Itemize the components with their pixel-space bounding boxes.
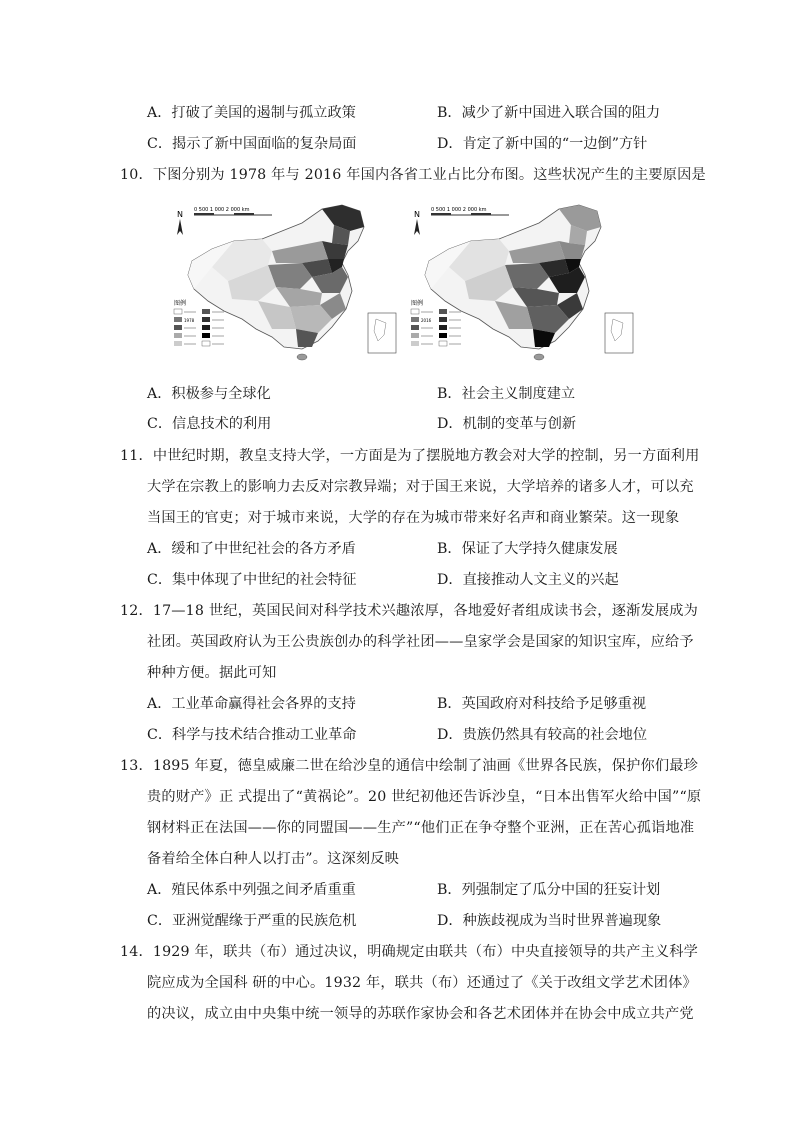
q11-option-c[interactable]: C．集中体现了中世纪的社会特征 xyxy=(147,572,357,588)
q11-option-b[interactable]: B．保证了大学持久健康发展 xyxy=(437,541,618,557)
q9-option-c[interactable]: C．揭示了新中国面临的复杂局面 xyxy=(147,136,357,152)
q9-option-a[interactable]: A．打破了美国的遏制与孤立政策 xyxy=(147,105,356,121)
q12-stem-line1: 12．17—18 世纪，英国民间对科学技术兴趣浓厚，各地爱好者组成读书会，逐渐发展成为 xyxy=(120,603,699,619)
q11-stem-line2: 大学在宗教上的影响力去反对宗教异端；对于国王来说，大学培养的诸多人才，可以充 xyxy=(147,479,694,495)
q12-option-b[interactable]: B．英国政府对科技给予足够重视 xyxy=(437,696,647,712)
q10-option-b[interactable]: B．社会主义制度建立 xyxy=(437,386,576,402)
north-arrow-icon xyxy=(414,219,420,235)
q13-stem-line2: 贵的财产》正 式提出了“黄祸论”。20 世纪初他还告诉沙皇，“日本出售军火给中国”“原 xyxy=(147,789,702,805)
q12-stem-line3: 种种方便。据此可知 xyxy=(147,665,277,681)
q9-option-b[interactable]: B．减少了新中国进入联合国的阻力 xyxy=(437,105,661,121)
north-arrow-icon xyxy=(177,219,183,235)
legend-year: 1978 xyxy=(184,318,195,323)
q9-option-d[interactable]: D．肯定了新中国的“一边倒”方针 xyxy=(437,136,648,152)
q10-option-a[interactable]: A．积极参与全球化 xyxy=(147,386,271,402)
q13-stem-line4: 备着给全体白种人以打击”。这深刻反映 xyxy=(147,851,400,867)
north-label: N xyxy=(414,210,420,219)
q13-option-b[interactable]: B．列强制定了瓜分中国的狂妄计划 xyxy=(437,882,661,898)
legend-title: 图例 xyxy=(174,300,187,307)
q13-stem-line1: 13．1895 年夏，德皇威廉二世在给沙皇的通信中绘制了油画《世界各民族，保护你们最珍 xyxy=(120,758,699,774)
q13-option-a[interactable]: A．殖民体系中列强之间矛盾重重 xyxy=(147,882,356,898)
scale-label: 0 500 1 000 2 000 km xyxy=(431,207,487,213)
q12-stem-line2: 社团。英国政府认为王公贵族创办的科学社团——皇家学会是国家的知识宝库，应给予 xyxy=(147,634,694,650)
legend-title: 图例 xyxy=(411,300,424,307)
q11-option-d[interactable]: D．直接推动人文主义的兴起 xyxy=(437,572,619,588)
legend-year: 2016 xyxy=(421,318,432,323)
q10-option-c[interactable]: C．信息技术的利用 xyxy=(147,416,272,432)
q12-option-d[interactable]: D．贵族仍然具有较高的社会地位 xyxy=(437,727,648,743)
q14-stem-line2: 院应成为全国科 研的中心。1932 年，联共（布）还通过了《关于改组文学艺术团体》 xyxy=(147,975,697,991)
q12-option-c[interactable]: C．科学与技术结合推动工业革命 xyxy=(147,727,357,743)
q13-option-c[interactable]: C．亚洲觉醒缘于严重的民族危机 xyxy=(147,913,357,929)
map-1978 xyxy=(172,201,400,367)
q12-option-a[interactable]: A．工业革命赢得社会各界的支持 xyxy=(147,696,356,712)
q11-stem-line3: 当国王的官吏；对于城市来说，大学的存在为城市带来好名声和商业繁荣。这一现象 xyxy=(147,510,680,526)
q10-stem: 10．下图分别为 1978 年与 2016 年国内各省工业占比分布图。这些状况产生的主要原因是 xyxy=(120,167,706,183)
north-label: N xyxy=(177,210,183,219)
q13-option-d[interactable]: D．种族歧视成为当时世界普遍现象 xyxy=(437,913,662,929)
scale-label: 0 500 1 000 2 000 km xyxy=(194,207,250,213)
map-2016 xyxy=(409,201,637,367)
q13-stem-line3: 钢材料正在法国——你的同盟国——生产”“他们正在争夺整个亚洲，正在苦心孤诣地准 xyxy=(147,820,695,836)
q14-stem-line1: 14．1929 年，联共（布）通过决议，明确规定由联共（布）中央直接领导的共产主义科学 xyxy=(120,944,699,960)
q10-option-d[interactable]: D．机制的变革与创新 xyxy=(437,416,577,432)
q11-stem-line1: 11．中世纪时期，教皇支持大学，一方面是为了摆脱地方教会对大学的控制，另一方面利用 xyxy=(120,448,700,464)
q11-option-a[interactable]: A．缓和了中世纪社会的各方矛盾 xyxy=(147,541,356,557)
q14-stem-line3: 的决议，成立由中央集中统一领导的苏联作家协会和各艺术团体并在协会中成立共产党 xyxy=(147,1006,694,1022)
